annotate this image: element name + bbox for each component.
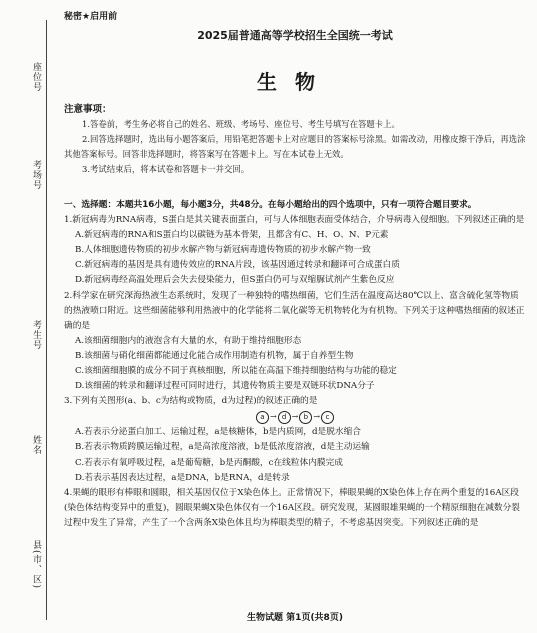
option: B.该细菌与硝化细菌都能通过化能合成作用制造有机物，属于自养型生物 (75, 350, 354, 361)
question-stem: 2.科学家在研究深海热液生态系统时，发现了一种独特的嗜热细菌，它们生活在温度高达80℃以上、富含硫化氢等物质的热液喷口附近。这些细菌能够利用热液中的化学能将二氧化碳等无机物转化为有机物。下列关于这种嗜热细菌的叙述正确的是 (64, 290, 525, 331)
option: B.若表示物质跨膜运输过程，a是高浓度溶液，b是低浓度溶液，d是主动运输 (75, 442, 370, 453)
option: D.新冠病毒经高温处理后会失去侵染能力，但S蛋白仍可与双缩脲试剂产生紫色反应 (75, 275, 395, 286)
notice-item: 2.回答选择题时，选出每小题答案后，用铅笔把答题卡上对应题目的答案标号涂黑。如需改动，用橡皮擦干净后，再选涂其他答案标号。回答非选择题时，将答案写在答题卡上。写在本试卷上无效。 (64, 134, 526, 159)
option: C.该细菌细胞膜的成分不同于真核细胞，所以能在高温下维持细胞结构与功能的稳定 (75, 366, 397, 377)
seat-number-label: 座位号 (31, 62, 41, 92)
diagram-node-a: a (256, 411, 269, 424)
county-label: 县(市、区) (31, 540, 41, 590)
secret-mark: 秘密★启用前 (64, 12, 118, 22)
option: C.新冠病毒的基因是具有遗传效应的RNA片段，该基因通过转录和翻译可合成蛋白质 (75, 260, 400, 271)
arrow-right-icon: → (291, 412, 299, 422)
question-stem: 4.果蝇的眼形有棒眼和圆眼，相关基因仅位于X染色体上。正常情况下，棒眼果蝇的X染色体上存在两个重复的16A区段(染色体结构变异中的重复)，圆眼果蝇X染色体仅有一个16A区段。研究发现，某圆眼雄果蝇的一个精原细胞在减数分裂过程中发生了异常，产生了一个含两条X染色体且均为棒眼类型的精子，不考虑基因突变。下列叙述正确的是 (64, 487, 520, 528)
option: D.若表示基因表达过程，a是DNA，b是RNA，d是转录 (75, 472, 290, 483)
arrow-right-icon: → (269, 412, 277, 422)
option: A.若表示分泌蛋白加工、运输过程，a是核糖体，b是内质网，d是脱水缩合 (75, 427, 361, 438)
arrow-right-icon: → (313, 412, 321, 422)
exam-room-label: 考场号 (31, 160, 41, 190)
process-diagram (64, 409, 526, 425)
notice-item: 3.考试结束后，将本试卷和答题卡一并交回。 (82, 164, 250, 174)
option: C.若表示有氧呼吸过程，a是葡萄糖，b是丙酮酸，c在线粒体内膜完成 (75, 457, 343, 468)
option: A.该细菌细胞内的液泡含有大量的水，有助于维持细胞形态 (75, 335, 302, 346)
subject-title: 生物 (257, 70, 333, 94)
diagram-node-c: c (321, 411, 334, 424)
binding-margin (0, 0, 60, 633)
option: D.该细菌的转录和翻译过程可同时进行，其遗传物质主要是双链环状DNA分子 (75, 381, 375, 392)
question-stem: 1.新冠病毒为RNA病毒，S蛋白是其关键表面蛋白，可与人体细胞表面受体结合，介导病毒入侵细胞。下列叙述正确的是 (64, 215, 525, 226)
diagram-node-d: d (278, 411, 291, 424)
candidate-number-label: 考生号 (31, 320, 41, 350)
section-title: 一、选择题：本题共16小题，每小题3分，共48分。在每小题给出的四个选项中，只有一项符合题目要求。 (64, 200, 477, 210)
exam-title: 2025届普通高等学校招生全国统一考试 (197, 29, 393, 42)
page-footer: 生物试题 第1页(共8页) (247, 613, 343, 623)
question-stem: 3.下列有关图形(a、b、c为结构或物质，d为过程)的叙述正确的是 (64, 396, 318, 407)
option: B.人体细胞遗传物质的初步水解产物与新冠病毒遗传物质的初步水解产物一致 (75, 245, 371, 256)
notice-heading: 注意事项： (64, 104, 112, 115)
notice-list (64, 117, 526, 177)
option: A.新冠病毒的RNA和S蛋白均以碳链为基本骨架，且都含有C、H、O、N、P元素 (75, 230, 389, 241)
binding-line (46, 20, 47, 620)
notice-item: 1.答卷前，考生务必将自己的姓名、班级、考场号、座位号、考生号填写在答题卡上。 (82, 119, 400, 129)
diagram-node-b: b (299, 411, 312, 424)
name-label: 姓名 (31, 435, 41, 455)
question-section (64, 198, 526, 531)
